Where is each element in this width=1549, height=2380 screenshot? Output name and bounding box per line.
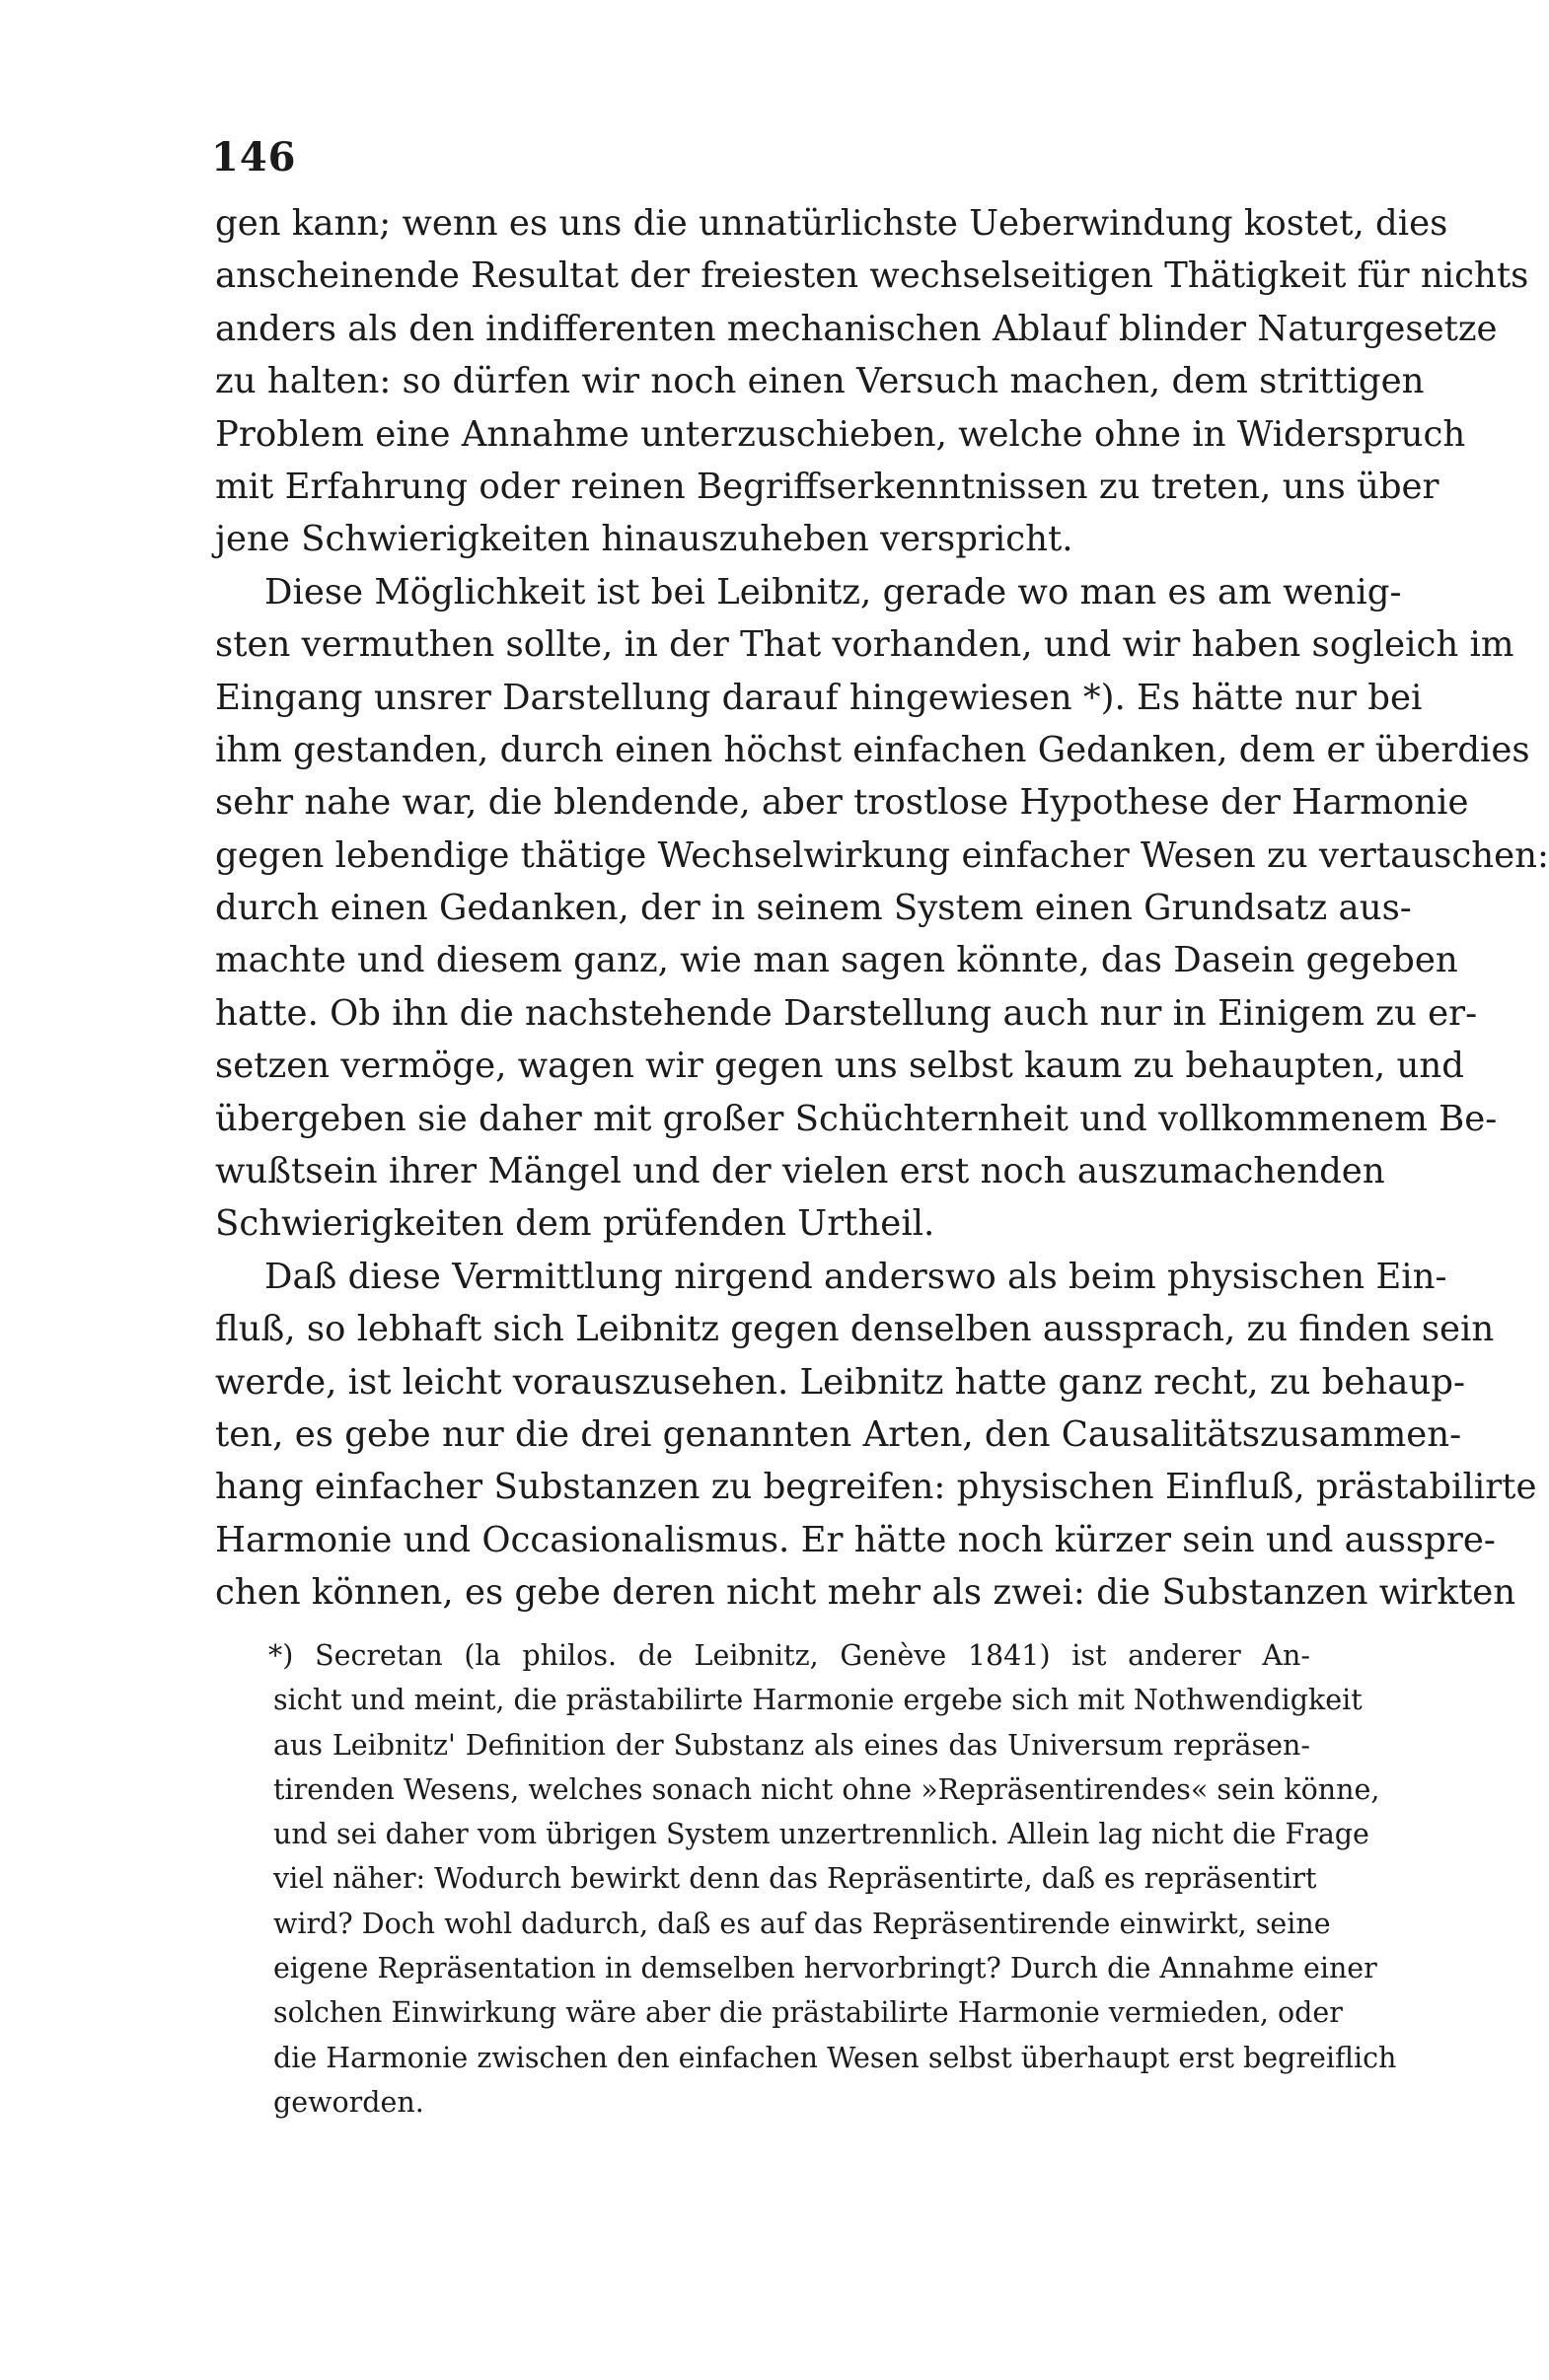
- text-line: wußtsein ihrer Mängel und der vielen erst noch auszumachenden: [215, 1151, 1385, 1192]
- footnote-line: eigene Repräsentation in demselben hervorbringt? Durch die Annahme einer: [273, 1952, 1377, 1985]
- footnote-line: sicht und meint, die prästabilirte Harmonie ergebe sich mit Nothwendigkeit: [273, 1684, 1363, 1717]
- text-line: Eingang unsrer Darstellung darauf hingewiesen *). Es hätte nur bei: [215, 677, 1423, 718]
- footnote-line: viel näher: Wodurch bewirkt denn das Repräsentirte, daß es repräsentirt: [273, 1862, 1317, 1896]
- footnote-line: geworden.: [273, 2085, 424, 2119]
- page-number: 146: [211, 134, 297, 180]
- text-line: jene Schwierigkeiten hinauszuheben verspricht.: [215, 519, 1073, 560]
- text-line: Schwierigkeiten dem prüfenden Urtheil.: [215, 1203, 935, 1245]
- text-line: Problem eine Annahme unterzuschieben, welche ohne in Widerspruch: [215, 413, 1466, 455]
- text-line: sehr nahe war, die blendende, aber trostlose Hypothese der Harmonie: [215, 782, 1469, 824]
- text-line: fluß, so lebhaft sich Leibnitz gegen denselben aussprach, zu finden sein: [215, 1309, 1495, 1350]
- text-line: mit Erfahrung oder reinen Begriffserkenntnissen zu treten, uns über: [215, 466, 1439, 507]
- text-line: hang einfacher Substanzen zu begreifen: physischen Einfluß, prästabilirte: [215, 1467, 1537, 1508]
- text-line: hatte. Ob ihn die nachstehende Darstellung auch nur in Einigem zu er-: [215, 992, 1478, 1034]
- footnote-line: die Harmonie zwischen den einfachen Wesen selbst überhaupt erst begreiflich: [273, 2041, 1397, 2074]
- text-line: gen kann; wenn es uns die unnatürlichste Ueberwindung kostet, dies: [215, 203, 1448, 244]
- text-line: zu halten: so dürfen wir noch einen Versuch machen, dem strittigen: [215, 361, 1425, 402]
- footnote-separator: [241, 1631, 1267, 1632]
- text-line: Daß diese Vermittlung nirgend anderswo als beim physischen Ein-: [264, 1256, 1447, 1297]
- text-line: anscheinende Resultat der freiesten wechselseitigen Thätigkeit für nichts: [215, 255, 1529, 297]
- text-line: ten, es gebe nur die drei genannten Arten, den Causalitätszusammen-: [215, 1413, 1462, 1455]
- footnote-line: *) Secretan (la philos. de Leibnitz, Genève 1841) ist anderer An-: [268, 1639, 1310, 1672]
- paragraph: [215, 566, 1549, 1251]
- main-text: [215, 197, 1549, 1620]
- text-line: durch einen Gedanken, der in seinem System einen Grundsatz aus-: [215, 888, 1412, 929]
- text-line: Diese Möglichkeit ist bei Leibnitz, gerade wo man es am wenig-: [264, 571, 1402, 613]
- paragraph: [215, 1251, 1537, 1620]
- footnote-line: tirenden Wesens, welches sonach nicht ohne »Repräsentirendes« sein könne,: [273, 1772, 1380, 1806]
- text-line: werde, ist leicht vorauszusehen. Leibnitz hatte ganz recht, zu behaup-: [215, 1361, 1466, 1403]
- text-line: chen können, es gebe deren nicht mehr als zwei: die Substanzen wirkten: [215, 1572, 1516, 1614]
- text-line: ihm gestanden, durch einen höchst einfachen Gedanken, dem er überdies: [215, 729, 1530, 770]
- footnote-line: solchen Einwirkung wäre aber die prästabilirte Harmonie vermieden, oder: [273, 1996, 1343, 2030]
- text-line: Harmonie und Occasionalismus. Er hätte noch kürzer sein und ausspre-: [215, 1519, 1496, 1560]
- text-line: machte und diesem ganz, wie man sagen könnte, das Dasein gegeben: [215, 940, 1458, 981]
- footnote: [229, 1633, 1397, 2125]
- paragraph: [215, 197, 1529, 566]
- text-line: setzen vermöge, wagen wir gegen uns selbst kaum zu behaupten, und: [215, 1046, 1464, 1087]
- text-line: sten vermuthen sollte, in der That vorhanden, und wir haben sogleich im: [215, 624, 1514, 666]
- text-line: anders als den indifferenten mechanischen Ablauf blinder Naturgesetze: [215, 308, 1498, 349]
- text-line: übergeben sie daher mit großer Schüchternheit und vollkommenem Be-: [215, 1098, 1498, 1139]
- footnote-line: aus Leibnitz' Definition der Substanz als eines das Universum repräsen-: [273, 1728, 1310, 1762]
- footnote-line: wird? Doch wohl dadurch, daß es auf das Repräsentirende einwirkt, seine: [273, 1907, 1331, 1940]
- text-line: gegen lebendige thätige Wechselwirkung einfacher Wesen zu vertauschen:: [215, 834, 1549, 876]
- footnote-line: und sei daher vom übrigen System unzertrennlich. Allein lag nicht die Frage: [273, 1818, 1369, 1851]
